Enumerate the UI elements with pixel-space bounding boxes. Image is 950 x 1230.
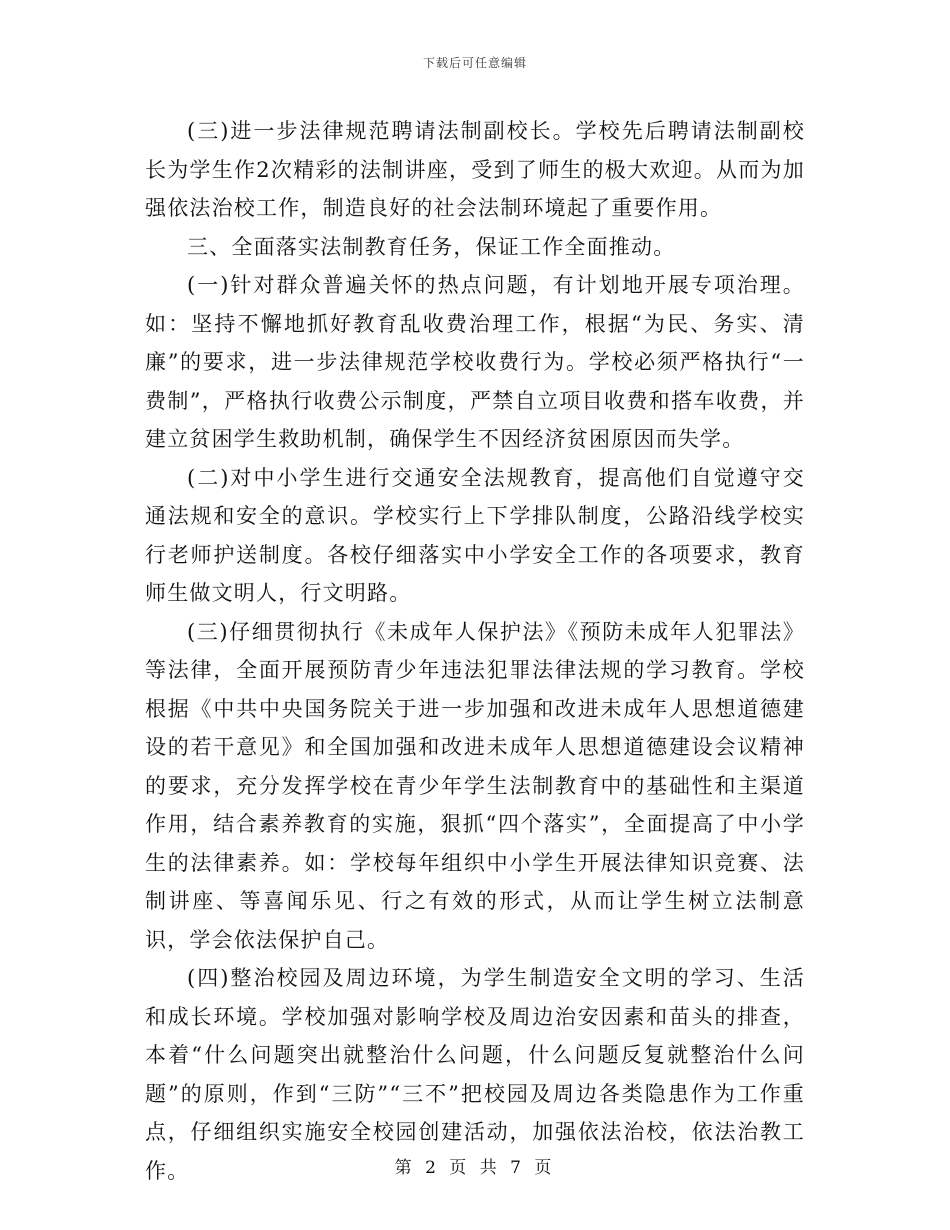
- paragraph-3: (一)针对群众普遍关怀的热点问题，有计划地开展专项治理。如：坚持不懈地抓好教育乱收费治理工作，根据“为民、务实、清廉”的要求，进一步法律规范学校收费行为。学校必须严格执行“一费制”，严格执行收费公示制度，严禁自立项目收费和搭车收费，并建立贫困学生救助机制，确保学生不因经济贫困原因而失学。: [145, 273, 805, 451]
- page-header: 下载后可任意编辑: [422, 56, 527, 70]
- paragraph-6: (四)整治校园及周边环境，为学生制造安全文明的学习、生活和成长环境。学校加强对影响学校及周边治安因素和苗头的排查，本着“什么问题突出就整治什么问题，什么问题反复就整治什么问题”的原则，作到“三防”“三不”把校园及周边各类隐患作为工作重点，仔细组织实施安全校园创建活动，加强依法治校，依法治教工作。: [145, 966, 805, 1183]
- page-number-footer: 第 2 页 共 7 页: [394, 1158, 556, 1178]
- paragraph-2-section-heading: 三、全面落实法制教育任务，保证工作全面推动。: [187, 234, 676, 259]
- document-body: [145, 112, 805, 1190]
- paragraph-4: (二)对中小学生进行交通安全法规教育，提高他们自觉遵守交通法规和安全的意识。学校实行上下学排队制度，公路沿线学校实行老师护送制度。各校仔细落实中小学安全工作的各项要求，教育师生做文明人，行文明路。: [145, 465, 805, 605]
- paragraph-5: (三)仔细贯彻执行《未成年人保护法》《预防未成年人犯罪法》等法律，全面开展预防青少年违法犯罪法律法规的学习教育。学校根据《中共中央国务院关于进一步加强和改进未成年人思想道德建设的若干意见》和全国加强和改进未成年人思想道德建设会议精神的要求，充分发挥学校在青少年学生法制教育中的基础性和主渠道作用，结合素养教育的实施，狠抓“四个落实”，全面提高了中小学生的法律素养。如：学校每年组织中小学生开展法律知识竞赛、法制讲座、等喜闻乐见、行之有效的形式，从而让学生树立法制意识，学会依法保护自己。: [145, 619, 805, 952]
- paragraph-1: (三)进一步法律规范聘请法制副校长。学校先后聘请法制副校长为学生作2次精彩的法制讲座，受到了师生的极大欢迎。从而为加强依法治校工作，制造良好的社会法制环境起了重要作用。: [145, 119, 805, 220]
